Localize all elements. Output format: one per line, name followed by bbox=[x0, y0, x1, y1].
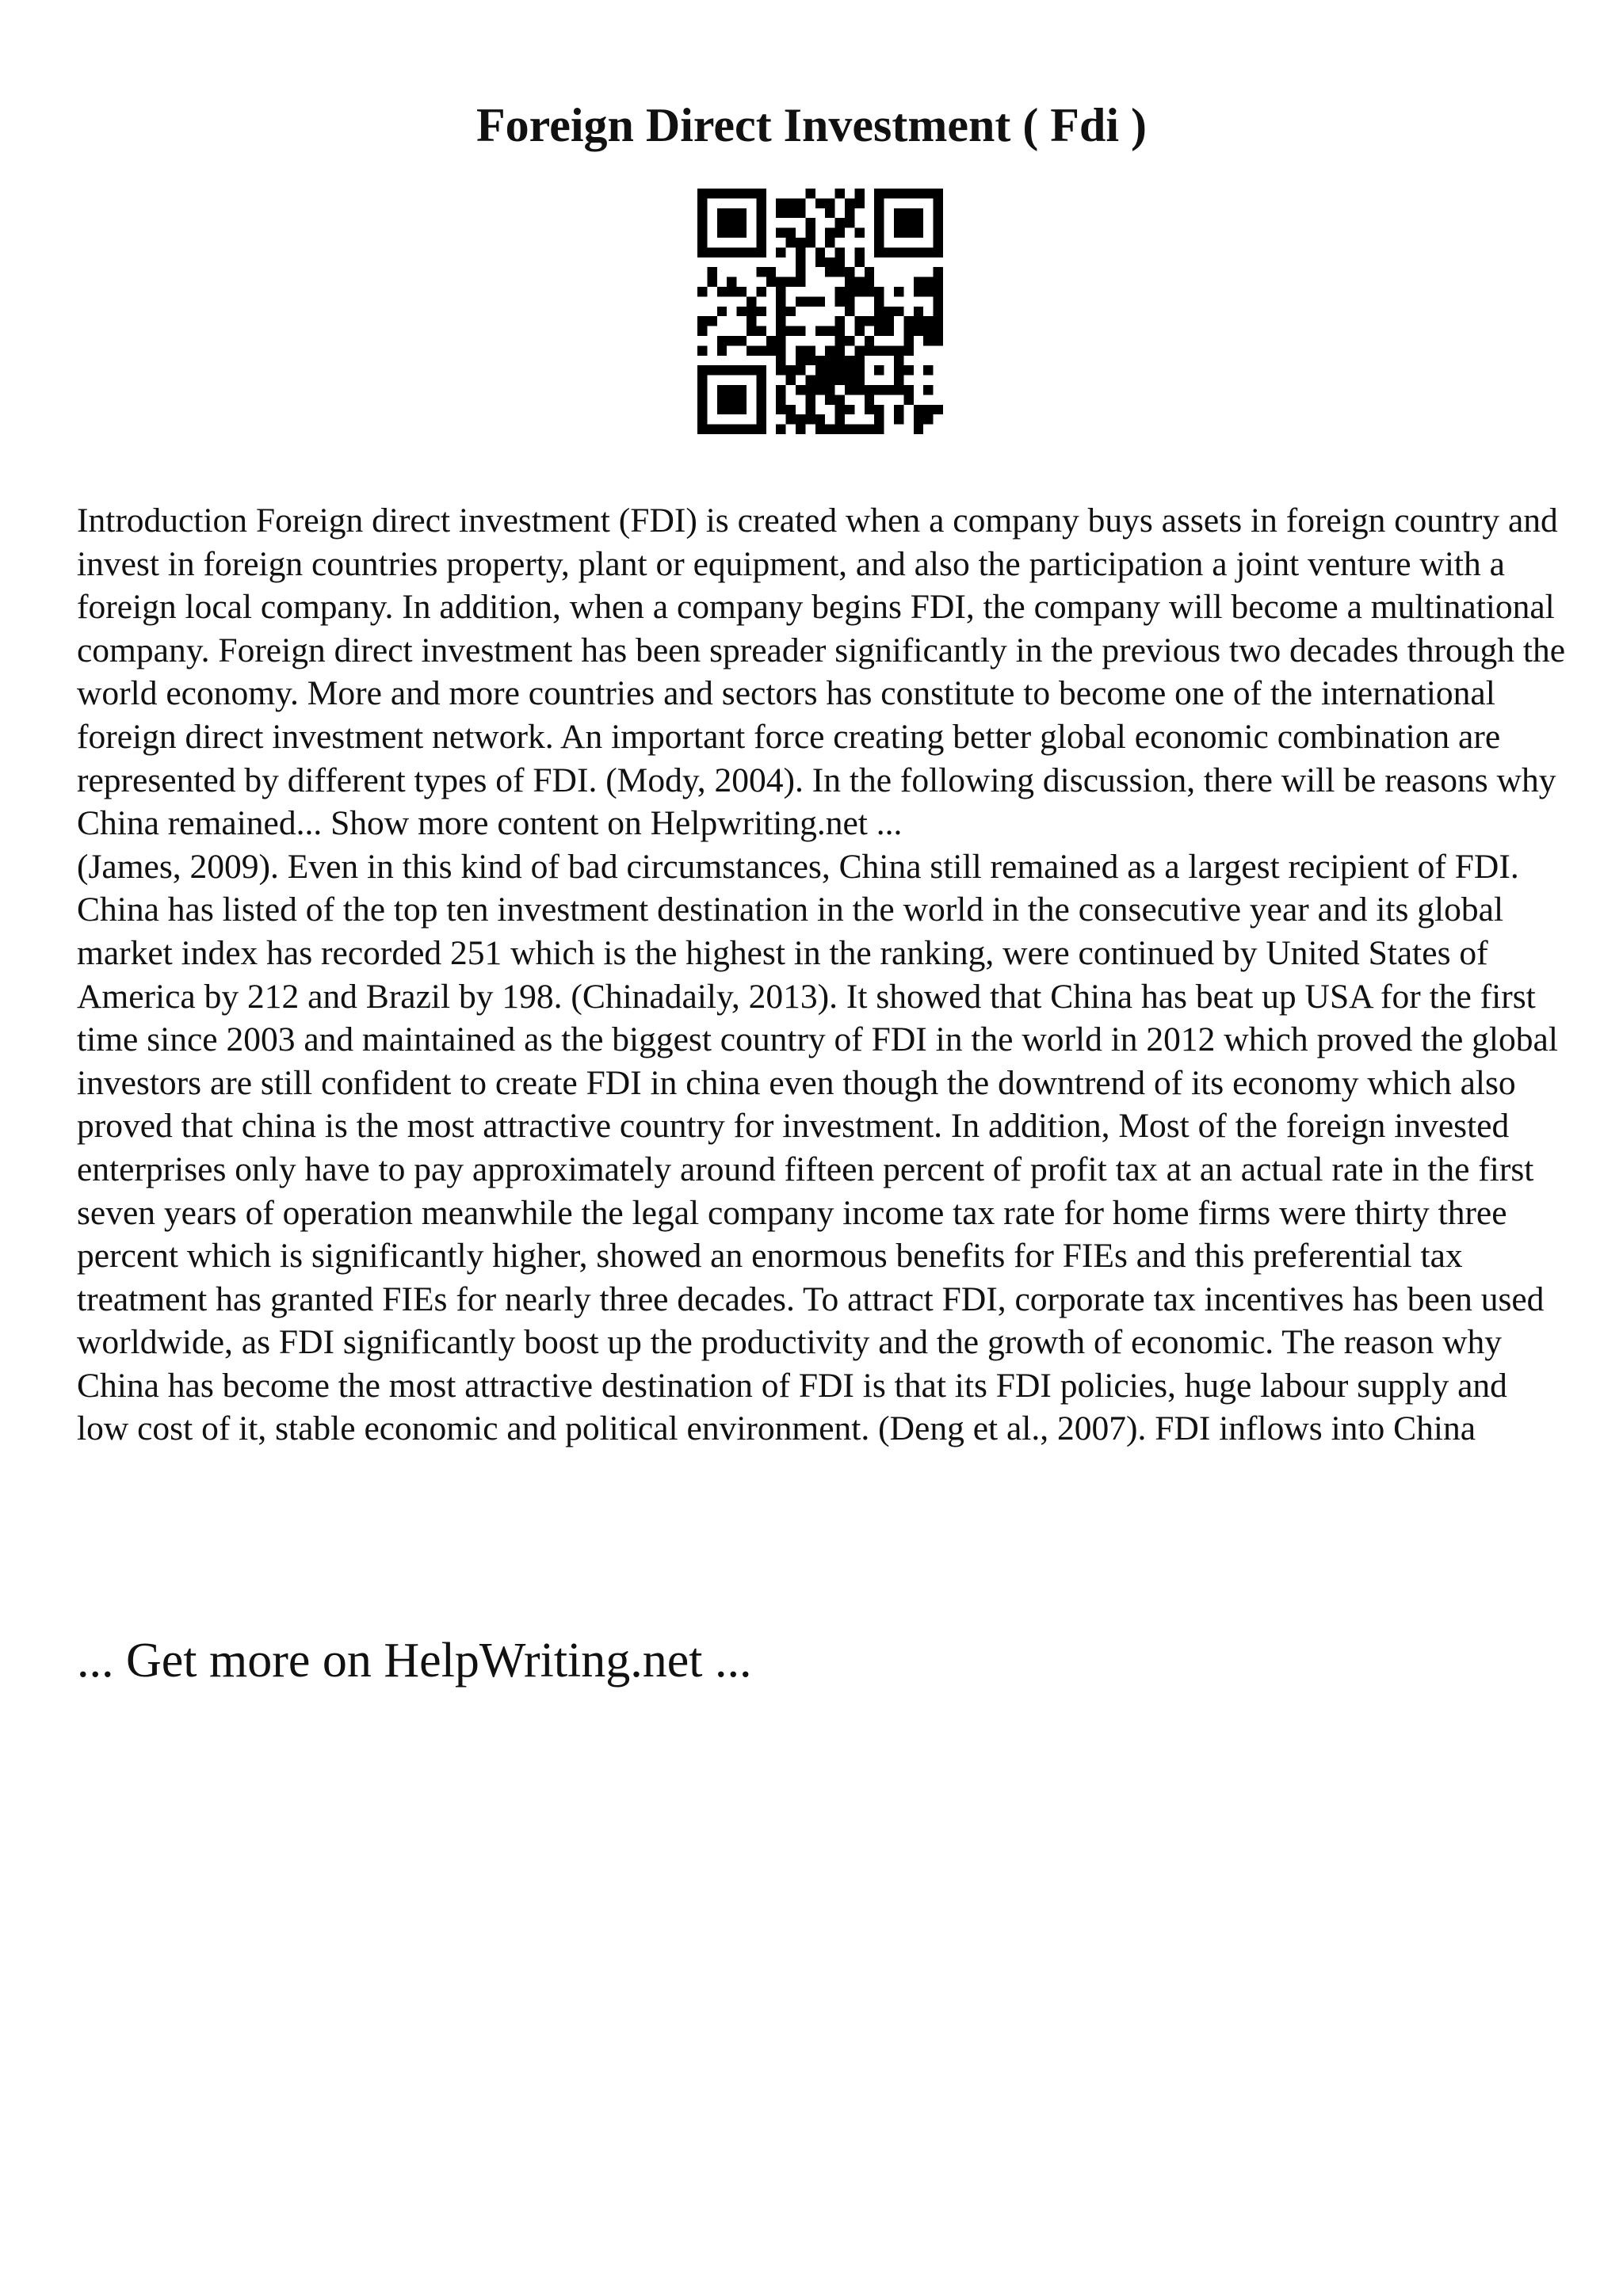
get-more-link[interactable]: ... Get more on HelpWriting.net ... bbox=[77, 1634, 752, 1688]
document-title: Foreign Direct Investment ( Fdi ) bbox=[476, 99, 1147, 151]
qr-code-icon[interactable] bbox=[697, 189, 943, 434]
paragraph-introduction: Introduction Foreign direct investment (FDI) is created when a company buys assets in foreign country and invest in foreign countries property, plant or equipment, and also the participation a joint venture with a foreign local company. In addition, when a company begins FDI, the company will become a multinational company. Foreign direct investment has been spreader significantly in the previous two decades through the world economy. More and more countries and sectors has constitute to become one of the international foreign direct investment network. An important force creating better global economic combination are represented by different types of FDI. (Mody, 2004). In the following discussion, there will be reasons why China remained... Show more content on Helpwriting.net ... bbox=[77, 502, 1566, 843]
body-text bbox=[77, 499, 1567, 1451]
paragraph-main: (James, 2009). Even in this kind of bad circumstances, China still remained as a largest recipient of FDI. China has listed of the top ten investment destination in the world in the consecutive year and its global market index has recorded 251 which is the highest in the ranking, were continued by United States of America by 212 and Brazil by 198. (Chinadaily, 2013). It showed that China has beat up USA for the first time since 2003 and maintained as the biggest country of FDI in the world in 2012 which proved the global investors are still confident to create FDI in china even though the downtrend of its economy which also proved that china is the most attractive country for investment. In addition, Most of the foreign invested enterprises only have to pay approximately around fifteen percent of profit tax at an actual rate in the first seven years of operation meanwhile the legal company income tax rate for home firms were thirty three percent which is significantly higher, showed an enormous benefits for FIEs and this preferential tax treatment has granted FIEs for nearly three decades. To attract FDI, corporate tax incentives has been used worldwide, as FDI significantly boost up the productivity and the growth of economic. The reason why China has become the most attractive destination of FDI is that its FDI policies, huge labour supply and low cost of it, stable economic and political environment. (Deng et al., 2007). FDI inflows into China bbox=[77, 847, 1558, 1448]
